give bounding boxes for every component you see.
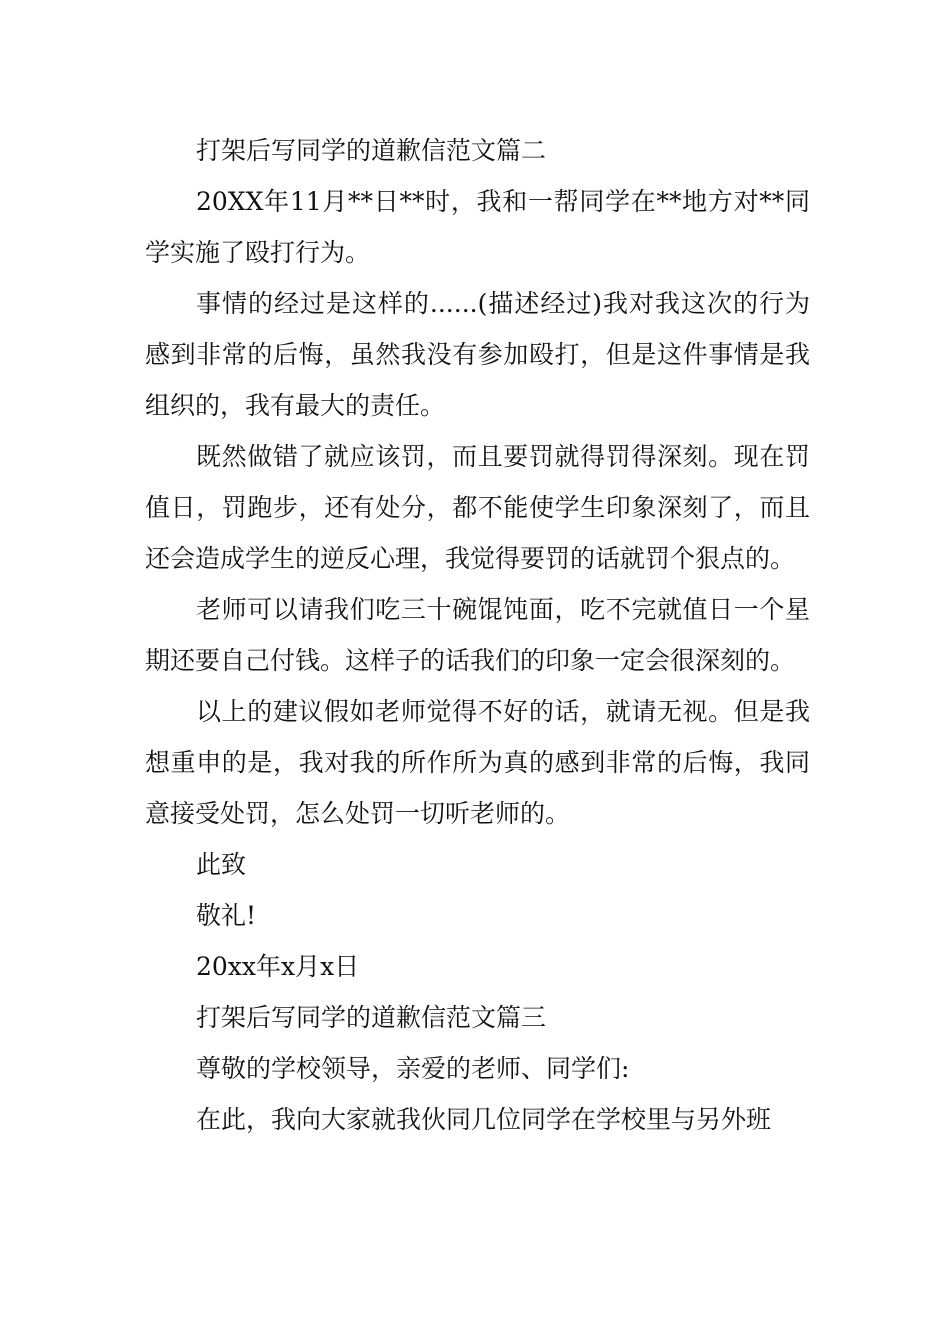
paragraph-incident: 20XX年11月**日**时，我和一帮同学在**地方对**同学实施了殴打行为。	[145, 187, 810, 267]
paragraph-opening: 在此，我向大家就我伙同几位同学在学校里与另外班	[196, 1105, 772, 1134]
paragraph-punishment: 既然做错了就应该罚，而且要罚就得罚得深刻。现在罚值日，罚跑步，还有处分，都不能使学生印象深刻了，而且还会造成学生的逆反心理，我觉得要罚的话就罚个狠点的。	[145, 442, 810, 573]
document-page	[145, 125, 810, 1145]
section-title-2: 打架后写同学的道歉信范文篇二	[196, 136, 547, 165]
letter-date: 20xx年x月x日	[196, 952, 360, 981]
section-title-3: 打架后写同学的道歉信范文篇三	[196, 1003, 547, 1032]
paragraph-suggestion: 老师可以请我们吃三十碗馄饨面，吃不完就值日一个星期还要自己付钱。这样子的话我们的印象一定会很深刻的。	[145, 595, 810, 675]
paragraph-account: 事情的经过是这样的......(描述经过)我对我这次的行为感到非常的后悔，虽然我没有参加殴打，但是这件事情是我组织的，我有最大的责任。	[145, 289, 810, 420]
closing-regards: 敬礼!	[196, 901, 257, 930]
greeting-line: 尊敬的学校领导，亲爱的老师、同学们:	[196, 1054, 630, 1083]
closing-salutation: 此致	[196, 850, 247, 879]
paragraph-regret: 以上的建议假如老师觉得不好的话，就请无视。但是我想重申的是，我对我的所作所为真的感到非常的后悔，我同意接受处罚，怎么处罚一切听老师的。	[145, 697, 810, 828]
